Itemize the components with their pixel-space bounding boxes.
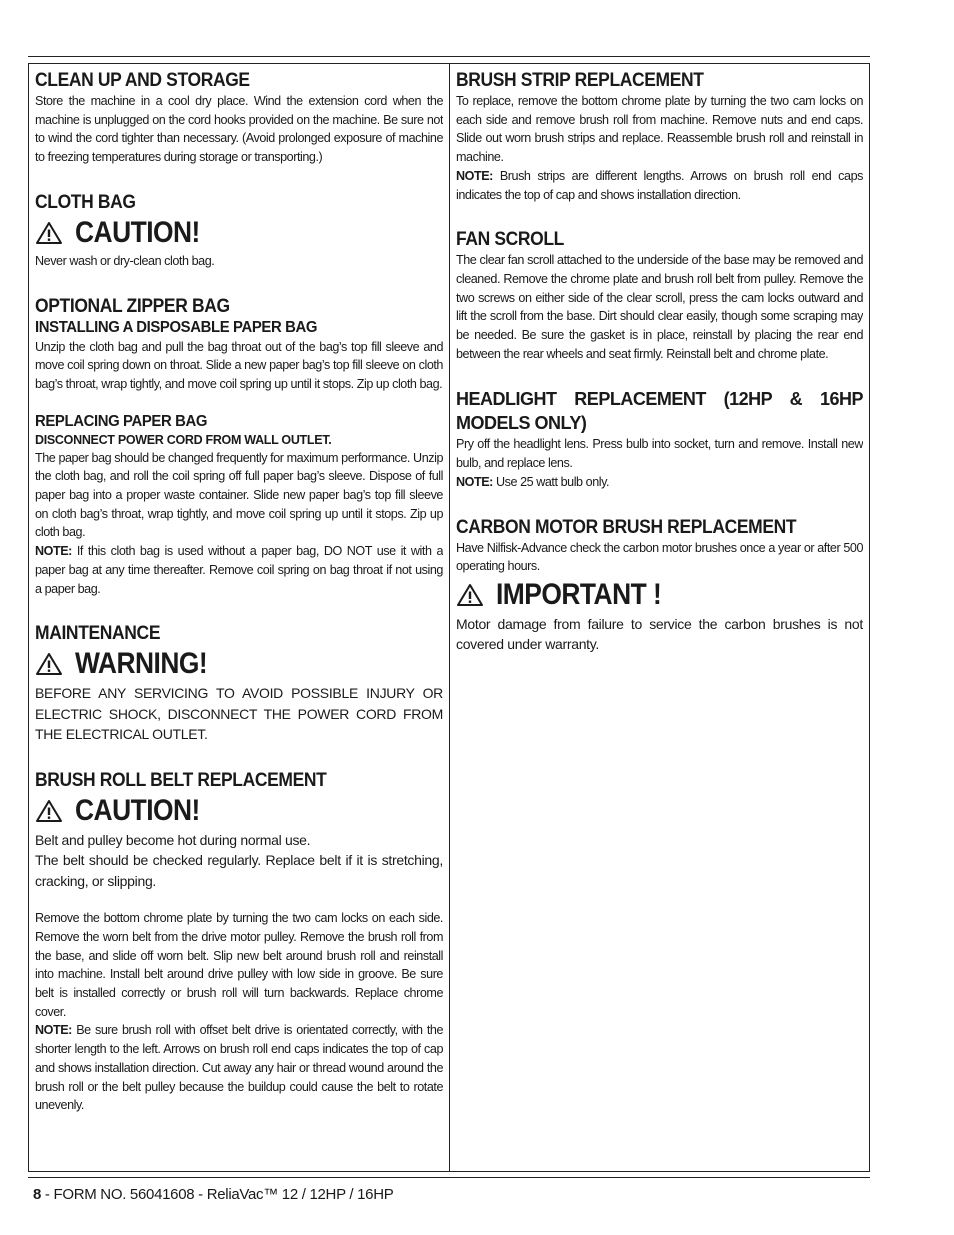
headlight-heading: HEADLIGHT REPLACEMENT (12HP & 16HP MODELS ONLY) [456, 389, 863, 434]
caution-label: CAUTION! [75, 793, 200, 827]
note-text: Brush strips are different lengths. Arrows on brush roll end caps indicates the top of cap and shows installation direction. [456, 168, 863, 202]
carbon-heading: CARBON MOTOR BRUSH REPLACEMENT [456, 516, 797, 538]
note-label: NOTE: [35, 1023, 72, 1038]
replacing-bag-section [35, 412, 443, 599]
replacing-bag-body: The paper bag should be changed frequently for maximum performance. Unzip the cloth bag, and roll the coil spring off full paper bag’s sleeve. Dispose of full paper bag into a proper waste container. Slide new paper bag’s top fill sleeve on cloth bag’s throat, wrap tightly, and move coil spring up until it stops. Zip up cloth bag. [35, 450, 443, 540]
headlight-body: Pry off the headlight lens. Press bulb into socket, turn and remove. Install new bulb, and replace lens. [456, 437, 863, 471]
column-divider [449, 63, 450, 1172]
important-label: IMPORTANT ! [496, 577, 662, 611]
belt-heading: BRUSH ROLL BELT REPLACEMENT [35, 769, 327, 791]
zipper-bag-body: Unzip the cloth bag and pull the bag throat out of the bag’s top fill sleeve and move coil spring down on throat. Slide a new paper bag’s top fill sleeve on cloth bag’s throat, wrap tightly, and move coil spring up until it stops. Zip up cloth bag. [35, 339, 443, 391]
carbon-body: Have Nilfisk-Advance check the carbon motor brushes once a year or after 500 operating hours. [456, 540, 863, 574]
belt-note [35, 1021, 443, 1115]
warning-banner [35, 645, 443, 683]
caution-banner [35, 214, 443, 252]
fan-scroll-body: The clear fan scroll attached to the underside of the base may be removed and cleaned. Remove the chrome plate and brush roll belt from pulley. Remove the two screws on either side of the clear scroll, press the cam locks outward and lift the scroll from the base. Dirt should clear easily, though some scraping may be needed. Be sure the gasket is in place, reinstall by placing the rear end between the rear wheels and seat firmly. Reinstall belt and chrome plate. [456, 253, 863, 361]
maintenance-section [35, 622, 443, 745]
maintenance-heading: MAINTENANCE [35, 623, 161, 645]
zipper-bag-subheading: INSTALLING A DISPOSABLE PAPER BAG [35, 318, 318, 336]
headlight-note [456, 473, 863, 492]
warning-label: WARNING! [75, 647, 208, 681]
headlight-section [456, 387, 863, 491]
maintenance-warning-text: BEFORE ANY SERVICING TO AVOID POSSIBLE INJURY OR ELECTRIC SHOCK, DISCONNECT THE POWER CORD FROM THE ELECTRICAL OUTLET. [35, 685, 443, 743]
caution-label: CAUTION! [75, 215, 200, 249]
fan-scroll-heading: FAN SCROLL [456, 229, 564, 251]
note-text: If this cloth bag is used without a paper bag, DO NOT use it with a paper bag at any time thereafter. Remove coil spring on bag throat if not using a paper bag. [35, 544, 443, 596]
cloth-bag-section [35, 191, 443, 271]
zipper-bag-heading: OPTIONAL ZIPPER BAG [35, 295, 230, 317]
warning-triangle-icon [35, 652, 63, 676]
warning-triangle-icon [35, 221, 63, 245]
clean-up-body: Store the machine in a cool dry place. Wind the extension cord when the machine is unplugged on the cord hooks provided on the machine. Be sure not to wind the cord tighter than necessary. (Avoid prolonged exposure of machine to freezing temperatures during storage or transporting.) [35, 94, 443, 165]
cloth-bag-heading: CLOTH BAG [35, 191, 136, 213]
left-column [35, 69, 443, 1167]
note-label: NOTE: [35, 544, 72, 559]
zipper-bag-section [35, 295, 443, 394]
important-text: Motor damage from failure to service the carbon brushes is not covered under warranty. [456, 615, 863, 653]
clean-up-heading: CLEAN UP AND STORAGE [35, 70, 250, 91]
note-label: NOTE: [456, 474, 493, 489]
page-footer [33, 1186, 393, 1203]
replacing-bag-heading: REPLACING PAPER BAG [35, 412, 208, 430]
note-label: NOTE: [456, 168, 493, 183]
warning-triangle-icon [35, 799, 63, 823]
cloth-bag-caution-text: Never wash or dry-clean cloth bag. [35, 253, 215, 268]
bottom-rule [28, 1177, 870, 1178]
brush-strip-section [456, 69, 863, 204]
belt-caution-text: Belt and pulley become hot during normal use. [35, 831, 311, 848]
note-text: Use 25 watt bulb only. [492, 474, 610, 489]
replacing-bag-subheading: DISCONNECT POWER CORD FROM WALL OUTLET. [35, 432, 332, 447]
clean-up-section [35, 69, 443, 167]
carbon-section [456, 516, 863, 655]
belt-section [35, 769, 443, 1115]
form-number: - FORM NO. 56041608 - ReliaVac™ 12 / 12HP / 16HP [41, 1186, 394, 1203]
top-rule [28, 56, 870, 57]
fan-scroll-section [456, 228, 863, 363]
brush-strip-heading: BRUSH STRIP REPLACEMENT [456, 70, 704, 91]
warning-triangle-icon [456, 583, 484, 607]
brush-strip-body: To replace, remove the bottom chrome plate by turning the two cam locks on each side and remove brush roll from machine. Remove nuts and end caps. Slide out worn brush strips and replace. Reassemble brush roll and reinstall in machine. [456, 94, 863, 165]
replacing-bag-note [35, 542, 443, 598]
right-column [456, 69, 863, 1167]
important-banner [456, 576, 863, 614]
belt-caution-text-2: The belt should be checked regularly. Replace belt if it is stretching, cracking, or slipping. [35, 852, 443, 889]
caution-banner [35, 792, 443, 830]
brush-strip-note [456, 167, 863, 204]
belt-body: Remove the bottom chrome plate by turning the two cam locks on each side. Remove the worn belt from the drive motor pulley. Remove the brush roll from the base, and slide off worn belt. Slip new belt around brush roll and reinstall into machine. Install belt around drive pulley with low side in groove. Be sure belt is installed correctly or brush roll will turn backwards. Replace chrome cover. [35, 911, 443, 1019]
page-number: 8 [33, 1186, 42, 1203]
note-text: Be sure brush roll with offset belt drive is orientated correctly, with the shorter length to the left. Arrows on brush roll end caps indicates the top of cap and shows installation direction. Cut away any hair or thread wound around the brush roll or the belt pulley because the buildup could cause the belt to rotate unevenly. [35, 1023, 443, 1113]
